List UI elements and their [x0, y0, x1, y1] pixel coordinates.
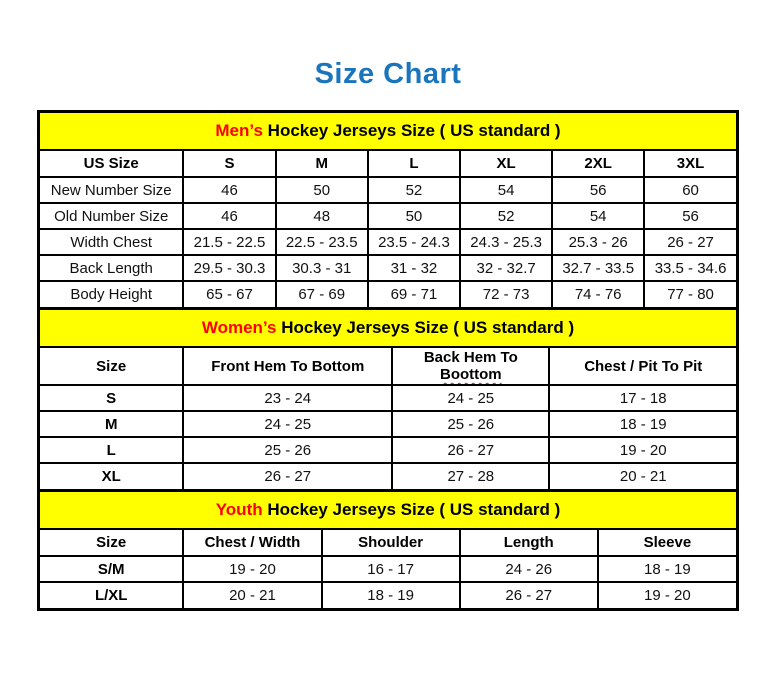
womens-column-header: Front Hem To Bottom	[183, 348, 392, 385]
row-label-cell: S/M	[40, 556, 183, 582]
mens-column-header: US Size	[40, 151, 183, 177]
value-cell: 54	[552, 203, 644, 229]
value-cell: 50	[368, 203, 460, 229]
womens-table-row	[40, 385, 736, 411]
row-label-cell: XL	[40, 463, 183, 489]
youth-size-table-section	[40, 489, 736, 608]
value-cell: 25 - 26	[392, 411, 549, 437]
mens-column-header: 2XL	[552, 151, 644, 177]
value-cell: 56	[552, 177, 644, 203]
mens-table-row	[40, 229, 736, 255]
womens-banner-text: Hockey Jerseys Size ( US standard )	[281, 318, 575, 337]
womens-banner	[40, 310, 736, 348]
youth-column-header: Size	[40, 530, 183, 556]
value-cell: 69 - 71	[368, 281, 460, 307]
size-tables-container	[37, 110, 739, 611]
row-label-cell: Old Number Size	[40, 203, 183, 229]
value-cell: 26 - 27	[460, 582, 598, 608]
womens-column-header: Chest / Pit To Pit	[549, 348, 736, 385]
value-cell: 23 - 24	[183, 385, 392, 411]
youth-column-header: Shoulder	[322, 530, 460, 556]
womens-column-header	[392, 348, 549, 385]
value-cell: 23.5 - 24.3	[368, 229, 460, 255]
value-cell: 56	[644, 203, 736, 229]
youth-column-header: Sleeve	[598, 530, 736, 556]
value-cell: 27 - 28	[392, 463, 549, 489]
mens-column-header: M	[276, 151, 368, 177]
value-cell: 21.5 - 22.5	[183, 229, 275, 255]
youth-header-row	[40, 530, 736, 556]
misspelled-word: Boottom	[439, 366, 502, 383]
row-label-cell: New Number Size	[40, 177, 183, 203]
value-cell: 65 - 67	[183, 281, 275, 307]
value-cell: 46	[183, 177, 275, 203]
value-cell: 24 - 26	[460, 556, 598, 582]
youth-grid	[40, 530, 736, 608]
value-cell: 67 - 69	[276, 281, 368, 307]
value-cell: 19 - 20	[598, 582, 736, 608]
womens-grid	[40, 348, 736, 489]
row-label-cell: Width Chest	[40, 229, 183, 255]
mens-table-row	[40, 281, 736, 307]
value-cell: 52	[460, 203, 552, 229]
value-cell: 54	[460, 177, 552, 203]
value-cell: 31 - 32	[368, 255, 460, 281]
value-cell: 29.5 - 30.3	[183, 255, 275, 281]
size-chart-page	[0, 58, 776, 611]
mens-column-header: XL	[460, 151, 552, 177]
mens-table-row	[40, 177, 736, 203]
womens-table-row	[40, 437, 736, 463]
header-text: Back Hem To	[423, 349, 518, 366]
mens-banner-highlight: Men’s	[215, 121, 263, 140]
value-cell: 52	[368, 177, 460, 203]
value-cell: 17 - 18	[549, 385, 736, 411]
value-cell: 74 - 76	[552, 281, 644, 307]
womens-header-row	[40, 348, 736, 385]
value-cell: 18 - 19	[598, 556, 736, 582]
youth-column-header: Chest / Width	[183, 530, 321, 556]
mens-header-row	[40, 151, 736, 177]
value-cell: 60	[644, 177, 736, 203]
mens-table-row	[40, 203, 736, 229]
value-cell: 18 - 19	[322, 582, 460, 608]
value-cell: 19 - 20	[549, 437, 736, 463]
mens-column-header: S	[183, 151, 275, 177]
value-cell: 32.7 - 33.5	[552, 255, 644, 281]
value-cell: 72 - 73	[460, 281, 552, 307]
womens-banner-highlight: Women’s	[201, 318, 277, 337]
value-cell: 26 - 27	[392, 437, 549, 463]
womens-table-row	[40, 463, 736, 489]
value-cell: 50	[276, 177, 368, 203]
value-cell: 25.3 - 26	[552, 229, 644, 255]
row-label-cell: S	[40, 385, 183, 411]
value-cell: 30.3 - 31	[276, 255, 368, 281]
value-cell: 22.5 - 23.5	[276, 229, 368, 255]
value-cell: 25 - 26	[183, 437, 392, 463]
value-cell: 20 - 21	[183, 582, 321, 608]
page-title: Size Chart	[314, 58, 462, 90]
row-label-cell: L/XL	[40, 582, 183, 608]
value-cell: 26 - 27	[183, 463, 392, 489]
youth-banner-text: Hockey Jerseys Size ( US standard )	[267, 500, 561, 519]
row-label-cell: M	[40, 411, 183, 437]
mens-grid	[40, 151, 736, 307]
youth-column-header: Length	[460, 530, 598, 556]
row-label-cell: L	[40, 437, 183, 463]
row-label-cell: Body Height	[40, 281, 183, 307]
mens-column-header: 3XL	[644, 151, 736, 177]
value-cell: 19 - 20	[183, 556, 321, 582]
value-cell: 20 - 21	[549, 463, 736, 489]
youth-banner	[40, 492, 736, 530]
value-cell: 18 - 19	[549, 411, 736, 437]
mens-table-row	[40, 255, 736, 281]
womens-size-table-section	[40, 307, 736, 489]
youth-table-row	[40, 556, 736, 582]
value-cell: 24 - 25	[392, 385, 549, 411]
value-cell: 16 - 17	[322, 556, 460, 582]
value-cell: 48	[276, 203, 368, 229]
mens-banner-text: Hockey Jerseys Size ( US standard )	[267, 121, 561, 140]
value-cell: 77 - 80	[644, 281, 736, 307]
value-cell: 33.5 - 34.6	[644, 255, 736, 281]
mens-column-header: L	[368, 151, 460, 177]
value-cell: 24 - 25	[183, 411, 392, 437]
value-cell: 26 - 27	[644, 229, 736, 255]
mens-size-table-section	[40, 113, 736, 307]
youth-banner-highlight: Youth	[215, 500, 263, 519]
mens-banner	[40, 113, 736, 151]
value-cell: 46	[183, 203, 275, 229]
womens-column-header: Size	[40, 348, 183, 385]
womens-table-row	[40, 411, 736, 437]
row-label-cell: Back Length	[40, 255, 183, 281]
value-cell: 32 - 32.7	[460, 255, 552, 281]
youth-table-row	[40, 582, 736, 608]
value-cell: 24.3 - 25.3	[460, 229, 552, 255]
